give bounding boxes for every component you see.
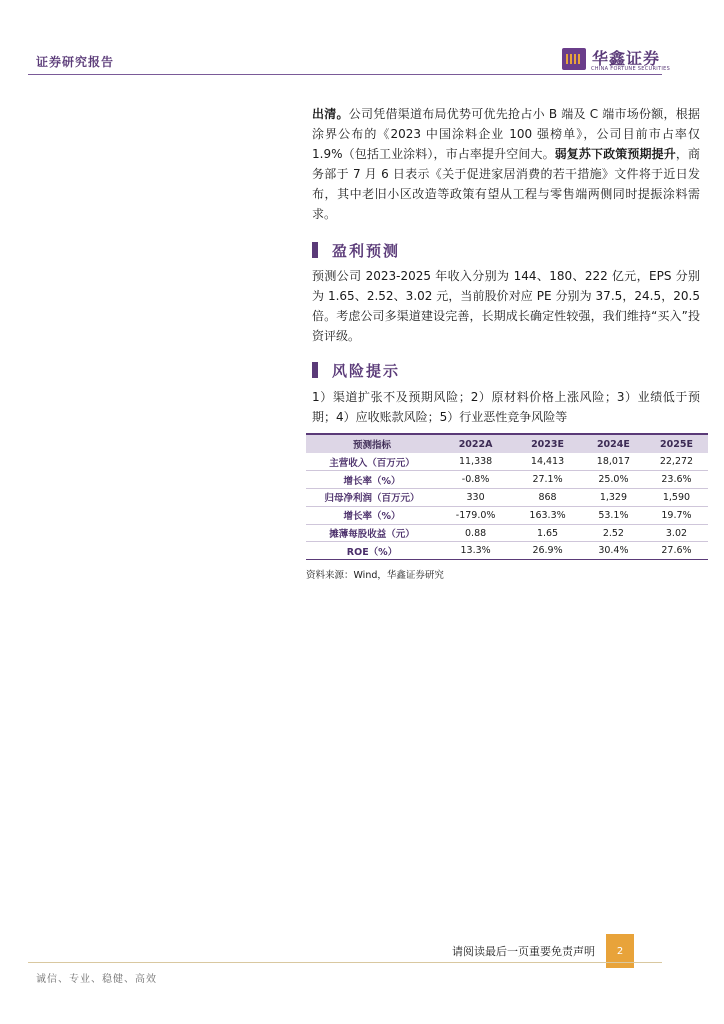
row-label: 增长率（%） xyxy=(306,471,438,489)
table-cell: 19.7% xyxy=(645,506,708,524)
report-type-label: 证券研究报告 xyxy=(36,55,115,69)
column-header: 2025E xyxy=(645,434,708,453)
table-cell: 1,590 xyxy=(645,489,708,507)
logo-mark-icon xyxy=(562,48,586,70)
section-heading-profit-forecast xyxy=(312,239,400,261)
table-cell: 1,329 xyxy=(582,489,645,507)
table-cell: 2.52 xyxy=(582,524,645,542)
column-header: 2024E xyxy=(582,434,645,453)
table-cell: 13.3% xyxy=(438,542,513,560)
table-cell: 163.3% xyxy=(513,506,582,524)
table-cell: 14,413 xyxy=(513,453,582,471)
logo-name-cn: 华鑫证券 xyxy=(592,49,661,68)
table-source-note: 资料来源：Wind，华鑫证券研究 xyxy=(306,570,444,581)
header-divider xyxy=(28,74,662,75)
table-cell: -0.8% xyxy=(438,471,513,489)
column-header: 2023E xyxy=(513,434,582,453)
table-cell: 0.88 xyxy=(438,524,513,542)
section-title: 风险提示 xyxy=(332,361,401,380)
paragraph-profit-forecast: 预测公司 2023-2025 年收入分别为 144、180、222 亿元，EPS 分别为 1.65、2.52、3.02 元，当前股价对应 PE 分别为 37.5，24.5，20.5 倍。考虑公司多渠道建设完善，长期成长确定性较强，我们维持“买入”投资评级。 xyxy=(312,269,700,343)
bold-phrase-clearance: 出清。 xyxy=(312,107,349,121)
row-label: 增长率（%） xyxy=(306,506,438,524)
forecast-table xyxy=(306,433,708,560)
row-label: 归母净利润（百万元） xyxy=(306,489,438,507)
table-cell: 27.6% xyxy=(645,542,708,560)
row-label: 摊薄每股收益（元） xyxy=(306,524,438,542)
disclaimer-notice: 请阅读最后一页重要免责声明 xyxy=(452,945,595,958)
column-header: 预测指标 xyxy=(306,434,438,453)
company-motto: 诚信、专业、稳健、高效 xyxy=(36,974,157,985)
table-cell: 330 xyxy=(438,489,513,507)
table-cell: 22,272 xyxy=(645,453,708,471)
table-cell: 27.1% xyxy=(513,471,582,489)
table-row xyxy=(306,506,708,524)
table-row xyxy=(306,453,708,471)
section-bar-icon xyxy=(312,242,318,258)
table-cell: 1.65 xyxy=(513,524,582,542)
text-policy: ，商务部于 7 月 6 日表示《关于促进家居消费的若干措施》文件将于近日发布，其中老旧小区改造等政策有望从工程与零售端两侧同时提振涂料需求。 xyxy=(312,147,700,221)
bold-phrase-policy: 弱复苏下政策预期提升 xyxy=(554,147,676,161)
table-cell: 30.4% xyxy=(582,542,645,560)
table-cell: 23.6% xyxy=(645,471,708,489)
table-cell: 26.9% xyxy=(513,542,582,560)
table-header-row xyxy=(306,434,708,453)
section-bar-icon xyxy=(312,362,318,378)
table-cell: 18,017 xyxy=(582,453,645,471)
page-number-badge: 2 xyxy=(606,934,634,968)
row-label: ROE（%） xyxy=(306,542,438,560)
table-cell: 11,338 xyxy=(438,453,513,471)
text-market-share: 公司凭借渠道布局优势可优先抢占小 B 端及 C 端市场份额，根据涂界公布的《2023 中国涂料企业 100 强榜单》，公司目前市占率仅 1.9%（包括工业涂料），市占率提升空间大。 xyxy=(312,107,700,161)
section-title: 盈利预测 xyxy=(332,241,401,260)
table-row xyxy=(306,489,708,507)
footer-divider xyxy=(28,962,662,963)
table-row xyxy=(306,471,708,489)
logo-name-en: CHINA FORTUNE SECURITIES xyxy=(591,66,671,72)
company-logo xyxy=(562,46,671,74)
table-cell: -179.0% xyxy=(438,506,513,524)
table-cell: 25.0% xyxy=(582,471,645,489)
row-label: 主营收入（百万元） xyxy=(306,453,438,471)
table-row xyxy=(306,542,708,560)
table-cell: 868 xyxy=(513,489,582,507)
paragraph-market-outlook xyxy=(312,104,700,224)
table-row xyxy=(306,524,708,542)
table-cell: 53.1% xyxy=(582,506,645,524)
paragraph-risk: 1）渠道扩张不及预期风险；2）原材料价格上涨风险；3）业绩低于预期；4）应收账款风险；5）行业恶性竞争风险等 xyxy=(312,390,700,424)
section-heading-risk xyxy=(312,359,400,381)
table-cell: 3.02 xyxy=(645,524,708,542)
column-header: 2022A xyxy=(438,434,513,453)
